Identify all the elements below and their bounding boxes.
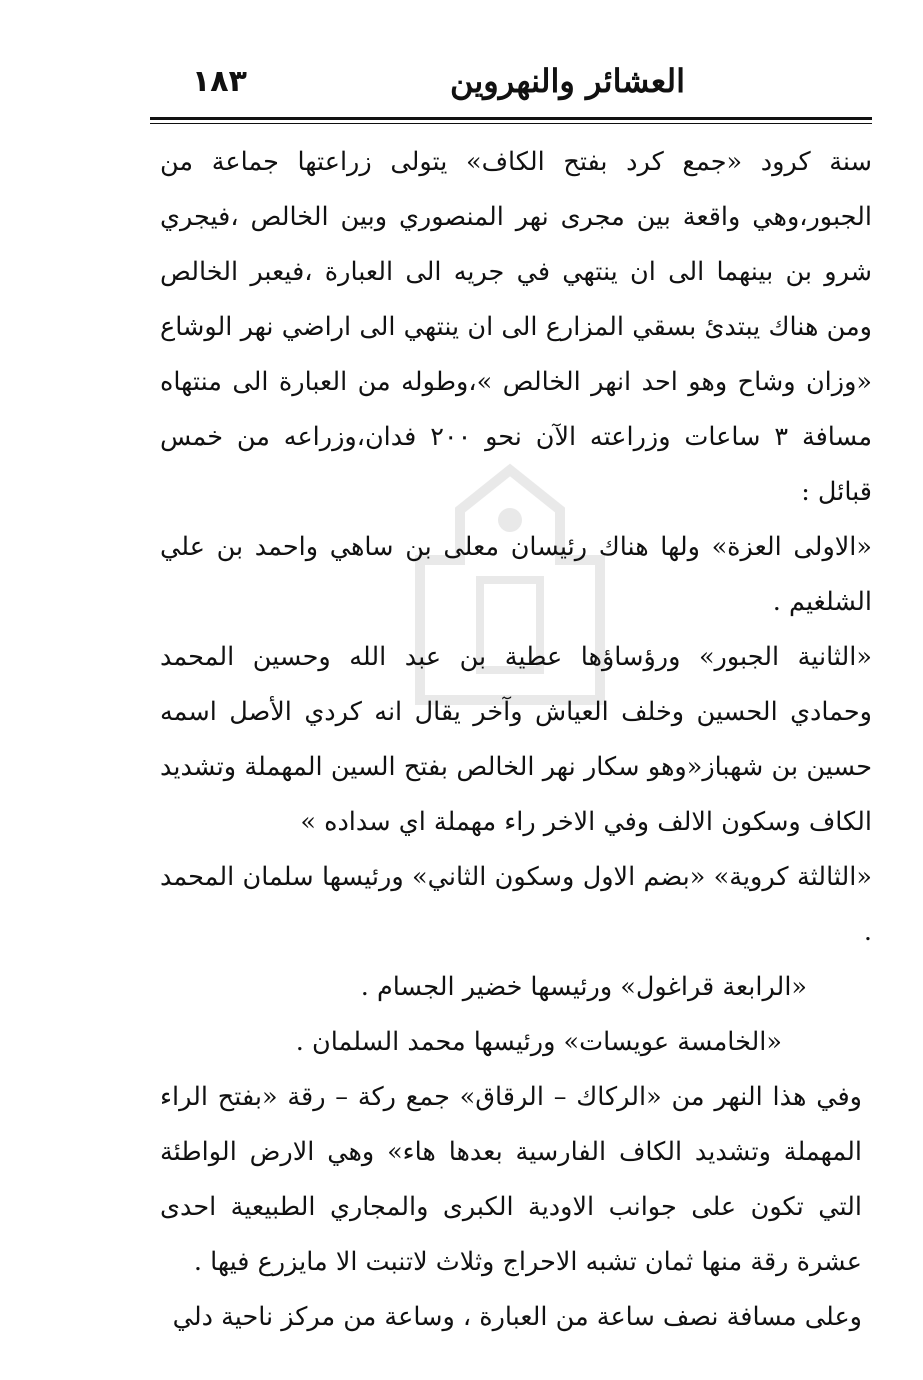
paragraph-distance: وعلى مسافة نصف ساعة من العبارة ، وساعة من مركز ناحية دلي bbox=[172, 1302, 862, 1332]
header-rule bbox=[150, 117, 872, 120]
page-number: ١٨٣ bbox=[192, 64, 247, 99]
paragraph-tribe-1: «الاولى العزة» ولها هناك رئيسان معلى بن ساهي واحمد بن علي الشلغيم . bbox=[160, 532, 872, 617]
body-text bbox=[160, 135, 872, 1345]
header-rule-thin bbox=[150, 123, 872, 124]
paragraph-rakak: وفي هذا النهر من «الركاك – الرقاق» جمع ركة – رقة «بفتح الراء المهملة وتشديد الكاف الفارسية بعدها هاء» وهي الارض الواطئة التي تكون على جوانب الاودية الكبرى والمجاري الطبيعية احدى عشرة رقة منها ثمان تشبه الاحراج وثلاث لاتنبت الا مايزرع فيها . bbox=[160, 1082, 862, 1277]
paragraph-tribe-5: «الخامسة عويسات» ورئيسها محمد السلمان . bbox=[295, 1027, 782, 1057]
page-header bbox=[150, 52, 870, 112]
paragraph-tribe-4: «الرابعة قراغول» ورئيسها خضير الجسام . bbox=[360, 972, 807, 1002]
running-title: العشائر والنهروين bbox=[450, 62, 685, 100]
paragraph-tribe-2: «الثانية الجبور» ورؤساؤها عطية بن عبد الله وحسين المحمد وحمادي الحسين وخلف العياش وآخر يقال انه كردي الأصل اسمه حسين بن شهباز«وهو سكار نهر الخالص بفتح السين المهملة وتشديد الكاف وسكون الالف وفي الاخر راء مهملة اي سداده » bbox=[160, 642, 872, 837]
paragraph-tribe-3: «الثالثة كروية» «بضم الاول وسكون الثاني» ورئيسها سلمان المحمد . bbox=[160, 862, 872, 947]
paragraph-intro: سنة كرود «جمع كرد بفتح الكاف» يتولى زراعتها جماعة من الجبور،وهي واقعة بين مجرى نهر المنصوري وبين الخالص ،فيجري شرو بن بينهما الى ان ينتهي في جريه الى العبارة ،فيعبر الخالص ومن هناك يبتدئ بسقي المزارع الى ان ينتهي الى اراضي نهر الوشاع «وزان وشاح وهو احد انهر الخالص »،وطوله من العبارة الى منتهاه مسافة ٣ ساعات وزراعته الآن نحو ٢٠٠ فدان،وزراعه من خمس قبائل : bbox=[160, 147, 872, 507]
